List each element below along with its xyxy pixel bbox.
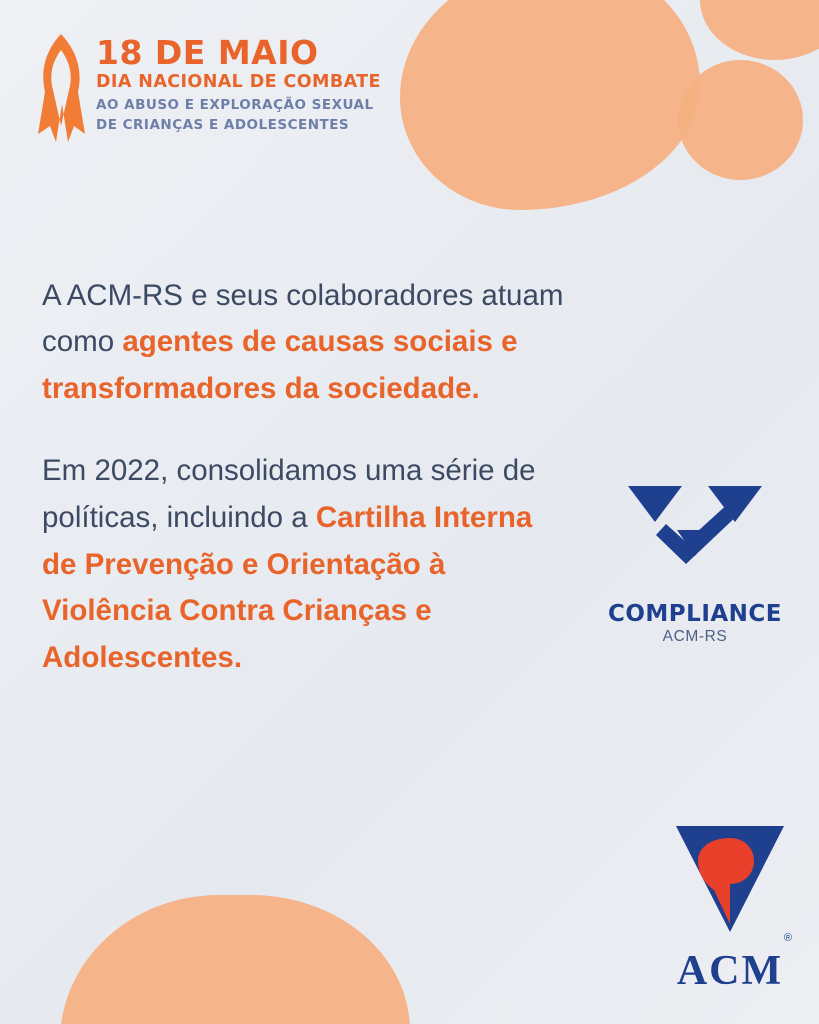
header-title: 18 DE MAIO bbox=[96, 33, 319, 72]
paragraph-two-highlight: Cartilha Interna de Prevenção e Orientação à Violência Contra Crianças e Adolescentes. bbox=[42, 500, 533, 674]
paragraph-two-plain: Em 2022, consolidamos uma série de políticas, incluindo a bbox=[42, 454, 536, 534]
header-subtitle: DIA NACIONAL DE COMBATE bbox=[96, 72, 381, 92]
header-detail-line-1: AO ABUSO E EXPLORAÇÃO SEXUAL bbox=[96, 96, 374, 113]
header-detail-line-2: DE CRIANÇAS E ADOLESCENTES bbox=[96, 117, 350, 134]
campaign-header bbox=[36, 30, 381, 145]
compliance-subtitle: ACM-RS bbox=[662, 628, 728, 645]
paragraph-one-highlight: agentes de causas sociais e transformadores da sociedade. bbox=[42, 325, 518, 405]
acm-y-logo-icon bbox=[650, 820, 810, 943]
decorative-blob-top-small bbox=[678, 60, 803, 180]
paragraph-one bbox=[42, 273, 602, 413]
decorative-blob-bottom bbox=[60, 895, 410, 1024]
decorative-blob-top-main bbox=[400, 0, 700, 210]
compliance-check-icon bbox=[600, 478, 790, 601]
registered-mark: ® bbox=[783, 932, 792, 944]
acm-logo bbox=[650, 820, 810, 995]
header-text-block bbox=[96, 30, 381, 134]
acm-wordmark: ACM bbox=[676, 948, 784, 994]
paragraph-two bbox=[42, 448, 562, 681]
compliance-logo bbox=[600, 478, 790, 646]
decorative-blob-top-right bbox=[700, 0, 819, 60]
compliance-title: COMPLIANCE bbox=[607, 601, 783, 627]
paragraph-one-plain: A ACM-RS e seus colaboradores atuam como bbox=[42, 278, 564, 359]
message-body bbox=[42, 243, 602, 711]
awareness-ribbon-icon bbox=[36, 30, 86, 145]
